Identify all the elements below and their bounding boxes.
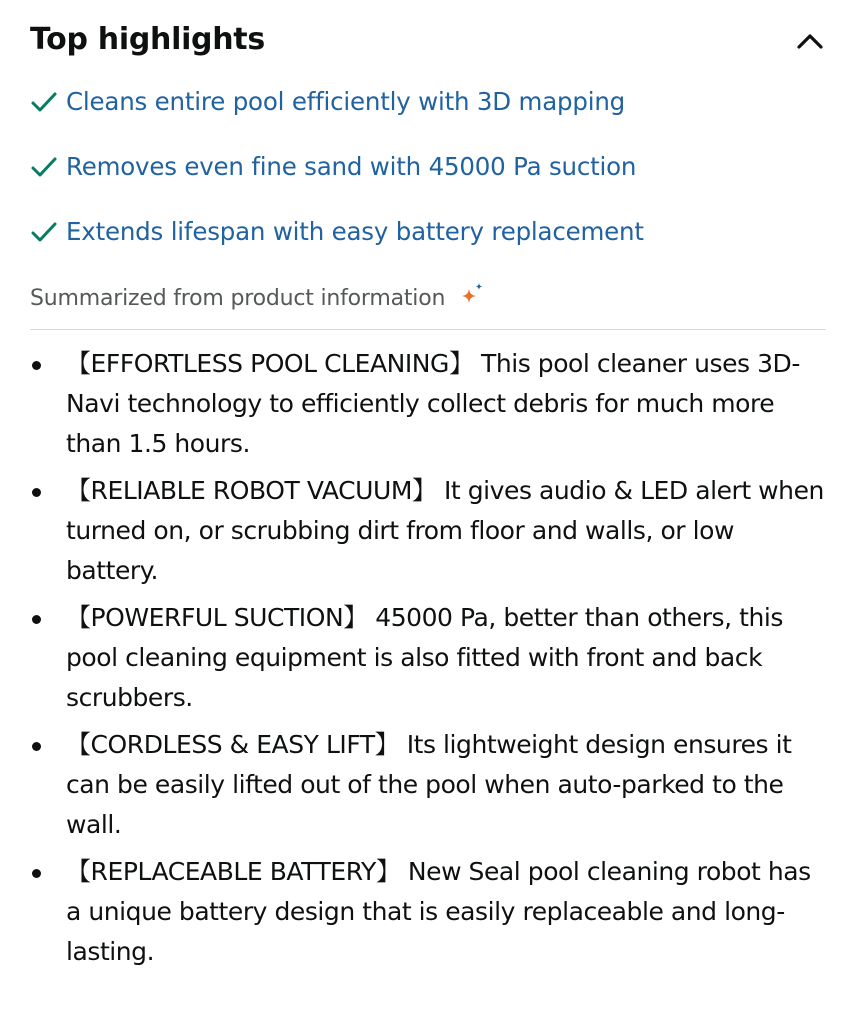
feature-bullet-text: 【POWERFUL SUCTION】 45000 Pa, better than others, this pool cleaning equipment is also fitted with front and back scrubbers.	[66, 603, 783, 712]
feature-bullet-text: 【EFFORTLESS POOL CLEANING】 This pool cleaner uses 3D-Navi technology to efficiently collect debris for much more than 1.5 hours.	[66, 349, 800, 458]
section-divider	[30, 329, 826, 330]
feature-bullet-text: 【CORDLESS & EASY LIFT】 Its lightweight design ensures it can be easily lifted out of the pool when auto-parked to the wall.	[66, 730, 792, 839]
highlight-link[interactable]: Extends lifespan with easy battery replacement	[66, 217, 644, 246]
highlight-item[interactable]	[30, 216, 826, 281]
checkmark-icon	[30, 218, 58, 246]
ai-sparkle-icon	[458, 281, 486, 309]
feature-bullet	[30, 344, 826, 464]
feature-bullet	[30, 598, 826, 718]
checkmark-icon	[30, 153, 58, 181]
highlights-list	[30, 86, 826, 281]
bullet-dot	[32, 869, 41, 878]
chevron-up-icon[interactable]	[794, 26, 826, 58]
feature-bullet	[30, 471, 826, 591]
bullet-dot	[32, 742, 41, 751]
section-title: Top highlights	[30, 22, 265, 57]
summary-text: Summarized from product information	[30, 286, 446, 311]
summary-note	[30, 281, 826, 329]
section-header	[30, 0, 826, 86]
highlight-item[interactable]	[30, 151, 826, 216]
highlight-link[interactable]: Cleans entire pool efficiently with 3D mapping	[66, 87, 626, 116]
feature-bullet-text: 【REPLACEABLE BATTERY】 New Seal pool cleaning robot has a unique battery design that is easily replaceable and long-lasting.	[66, 857, 811, 966]
feature-bullets-list	[30, 344, 826, 972]
feature-bullet	[30, 852, 826, 972]
highlight-item[interactable]	[30, 86, 826, 151]
top-highlights-section	[30, 0, 826, 979]
feature-bullet-text: 【RELIABLE ROBOT VACUUM】 It gives audio & LED alert when turned on, or scrubbing dirt from floor and walls, or low battery.	[66, 476, 824, 585]
feature-bullet	[30, 725, 826, 845]
bullet-dot	[32, 615, 41, 624]
bullet-dot	[32, 488, 41, 497]
checkmark-icon	[30, 88, 58, 116]
bullet-dot	[32, 361, 41, 370]
highlight-link[interactable]: Removes even fine sand with 45000 Pa suction	[66, 152, 637, 181]
